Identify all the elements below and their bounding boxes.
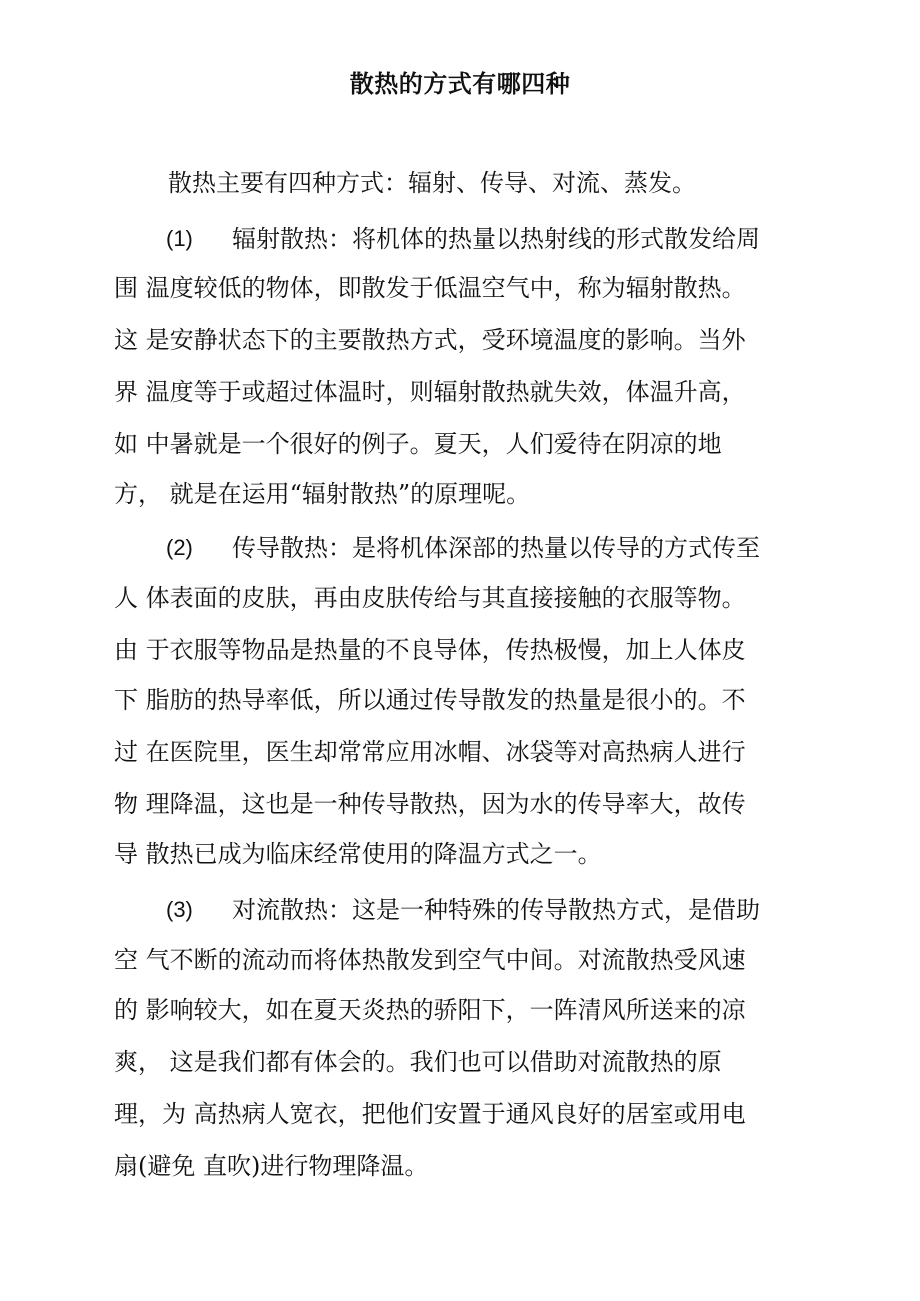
section-1-line-3: 这 是安静状态下的主要散热方式，受环境温度的影响。当外 [114, 326, 746, 354]
section-3-line-5: 理，为 高热病人宽衣，把他们安置于通风良好的居室或用电 [114, 1100, 746, 1128]
section-2-line-5: 过 在医院里，医生却常常应用冰帽、冰袋等对高热病人进行 [114, 738, 746, 766]
section-1-line-4: 界 温度等于或超过体温时，则辐射散热就失效，体温升高， [114, 378, 746, 406]
section-2-line-3: 由 于衣服等物品是热量的不良导体，传热极慢，加上人体皮 [114, 636, 746, 664]
section-2-line-1: 传导散热：是将机体深部的热量以传导的方式传至 [232, 534, 760, 562]
section-1-number: (1) [166, 226, 193, 251]
section-1-line-5: 如 中暑就是一个很好的例子。夏天，人们爱待在阴凉的地 [114, 430, 722, 458]
section-1-line-1: 辐射散热：将机体的热量以热射线的形式散发给周 [232, 225, 760, 253]
section-3-line-3: 的 影响较大，如在夏天炎热的骄阳下，一阵清风所送来的凉 [114, 996, 746, 1024]
section-3-number: (3) [166, 897, 193, 922]
intro-paragraph: 散热主要有四种方式：辐射、传导、对流、蒸发。 [168, 169, 696, 197]
section-3-line-1: 对流散热：这是一种特殊的传导散热方式，是借助 [232, 896, 760, 924]
section-2-line-6: 物 理降温，这也是一种传导散热，因为水的传导率大，故传 [114, 790, 746, 818]
section-2-line-4: 下 脂肪的热导率低，所以通过传导散发的热量是很小的。不 [114, 686, 746, 714]
section-3-line-6: 扇(避免 直吹)进行物理降温。 [114, 1152, 429, 1180]
section-1-line-2: 围 温度较低的物体，即散发于低温空气中，称为辐射散热。 [114, 274, 746, 302]
section-1-line-6: 方， 就是在运用“辐射散热”的原理呢。 [114, 480, 531, 508]
section-3-line-4: 爽， 这是我们都有体会的。我们也可以借助对流散热的原 [114, 1048, 722, 1076]
section-2-number: (2) [166, 535, 193, 560]
section-3-line-2: 空 气不断的流动而将体热散发到空气中间。对流散热受风速 [114, 946, 746, 974]
section-2-line-7: 导 散热已成为临床经常使用的降温方式之一。 [114, 840, 602, 868]
page-title: 散热的方式有哪四种 [349, 69, 571, 98]
section-2-line-2: 人 体表面的皮肤，再由皮肤传给与其直接接触的衣服等物。 [114, 584, 746, 612]
